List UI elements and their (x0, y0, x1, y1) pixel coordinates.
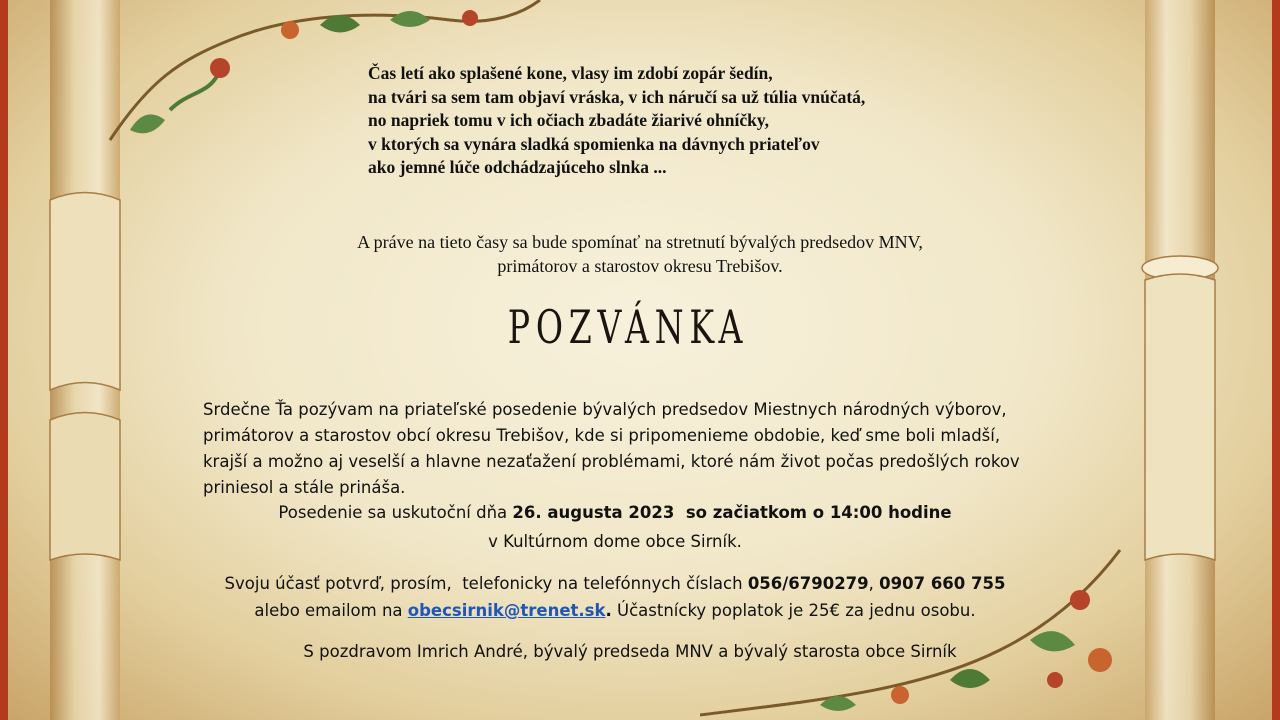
phone-separator: , (868, 574, 880, 593)
body-line: Srdečne Ťa pozývam na priateľské posedenie bývalých predsedov Miestnych národných výborov, (203, 400, 1007, 419)
poem-line: no napriek tomu v ich očiach zbadáte žiarivé ohníčky, (368, 110, 770, 130)
poem-line: v ktorých sa vynára sladká spomienka na dávnych priateľov (368, 133, 820, 154)
invitation-title: POZVÁNKA (507, 300, 749, 354)
intro-line: primátorov a starostov okresu Trebišov. (497, 256, 783, 276)
email-link[interactable]: obecsirnik@trenet.sk (407, 601, 606, 620)
event-middle: so začiatkom o (674, 503, 830, 522)
bottom-right-floral-ornament (700, 540, 1140, 720)
greeting-signature: S pozdravom Imrich André, bývalý predseda MNV a bývalý starosta obce Sirník (303, 642, 957, 661)
event-place: v Kultúrnom dome obce Sirník. (488, 532, 742, 551)
event-time: 14:00 hodine (829, 503, 952, 522)
phone-number-2[interactable]: 0907 660 755 (879, 574, 1006, 593)
right-scroll-roll (1130, 0, 1240, 720)
body-line: primátorov a starostov obcí okresu Trebišov, kde si pripomenieme obdobie, keď sme boli mladší, (203, 426, 1001, 445)
intro-line: A práve na tieto časy sa bude spomínať na stretnutí bývalých predsedov MNV, (357, 232, 923, 252)
email-prefix: alebo emailom na (254, 601, 408, 620)
fee-text: Účastnícky poplatok je 25€ za jednu osobu. (611, 601, 976, 620)
confirm-prefix: Svoju účasť potvrď, prosím, telefonicky na telefónnych číslach (224, 574, 748, 593)
poem-line: na tvári sa sem tam objaví vráska, v ich náručí sa už túlia vnúčatá, (368, 86, 866, 107)
invitation-body (203, 397, 1073, 501)
confirm-phone-line (150, 574, 1080, 593)
event-prefix: Posedenie sa uskutoční dňa (278, 503, 513, 522)
email-suffix: . (605, 601, 612, 620)
poem-line: ako jemné lúče odchádzajúceho slnka ... (368, 157, 667, 177)
poem (368, 62, 865, 180)
phone-number-1[interactable]: 056/6790279 (747, 574, 869, 593)
body-line: priniesol a stále prináša. (203, 478, 406, 497)
event-date-line (150, 503, 1080, 522)
confirm-email-line (150, 601, 1080, 620)
right-red-border (1272, 0, 1280, 720)
left-red-border (0, 0, 8, 720)
intro-paragraph (250, 230, 1030, 278)
body-line: krajší a možno aj veselší a hlavne nezaťažení problémami, ktoré nám život počas predošlých rokov (203, 452, 1020, 471)
poem-line: Čas letí ako splašené kone, vlasy im zdobí zopár šedín, (368, 63, 773, 83)
event-date: 26. augusta 2023 (512, 503, 675, 522)
